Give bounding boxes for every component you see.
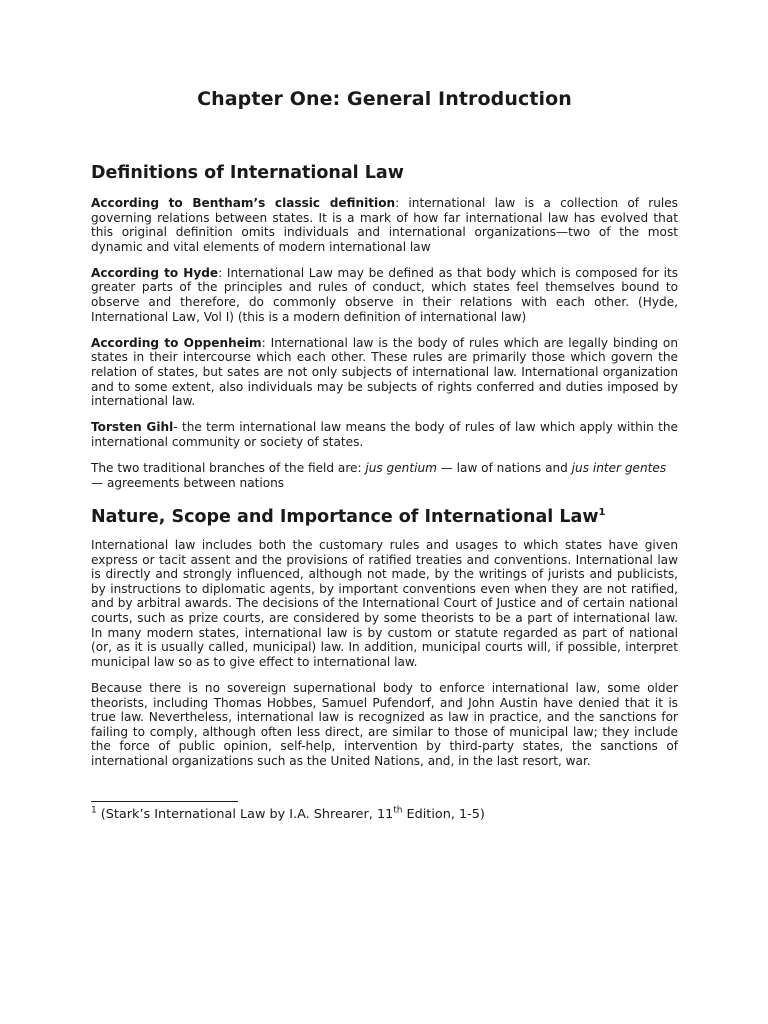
bentham-label: According to Bentham’s classic definition [91, 196, 396, 210]
branches-middle: — law of nations and [436, 460, 572, 475]
section-heading-definitions: Definitions of International Law [91, 163, 404, 183]
section-heading-nature-scope [91, 507, 678, 527]
footnote-text-after: Edition, 1-5) [402, 806, 485, 822]
gihl-text: - the term international law means the body of rules of law which apply within the international community or society of states. [91, 420, 678, 449]
paragraph-nature-1: International law includes both the customary rules and usages to which states have given express or tacit assent and the provisions of ratified treaties and conventions. International law is directly and strongly influenced, although not made, by the writings of jurists and publicists, by instructions to diplomatic agents, by important conventions even when they are not ratified, and by arbitral awards. The decisions of the International Court of Justice and of certain national courts, such as prize courts, are considered by some theorists to be a part of international law. In many modern states, international law is by custom or statute regarded as part of national (or, as it is usually called, municipal) law. In addition, municipal courts will, if possible, interpret municipal law so as to give effect to international law. [91, 538, 678, 669]
footnote-superscript: th [393, 805, 403, 816]
bentham-text: : international law is a collection of rules governing relations between states. It is a mark of how far international law has evolved that this original definition omits individuals and international organizations—two of the most dynamic and vital elements of modern international law [91, 196, 678, 254]
paragraph-gihl [91, 420, 678, 449]
paragraph-branches [91, 461, 678, 490]
footnote-separator [91, 801, 238, 802]
branches-term-jus-gentium: jus gentium [365, 460, 437, 475]
branches-prefix: The two traditional branches of the field are: [91, 460, 366, 475]
footnote-reference[interactable]: 1 [598, 507, 606, 519]
branches-term-jus-inter-gentes: jus inter gentes [571, 460, 667, 475]
oppenheim-text: : International law is the body of rules which are legally binding on states in their intercourse which each other. These rules are primarily those which govern the relation of states, but sates are not only subjects of international law. International organization and to some extent, also individuals may be subjects of rights conferred and duties imposed by international law. [91, 335, 678, 409]
section-heading-nature-scope-text: Nature, Scope and Importance of International Law [91, 507, 599, 528]
branches-suffix: — agreements between nations [91, 475, 285, 490]
hyde-text: : International Law may be defined as that body which is composed for its greater parts of the principles and rules of conduct, which states feel themselves bound to observe and therefore, do commonly observe in their relations with each other. (Hyde, International Law, Vol I) (this is a modern definition of international law) [91, 265, 678, 324]
chapter-title: Chapter One: General Introduction [197, 88, 572, 110]
paragraph-hyde [91, 266, 678, 324]
oppenheim-label: According to Oppenheim [91, 335, 262, 350]
paragraph-bentham [91, 196, 678, 254]
paragraph-oppenheim [91, 336, 678, 409]
footnote-text-before: (Stark’s International Law by I.A. Shrearer, 11 [96, 806, 394, 822]
hyde-label: According to Hyde [91, 265, 219, 280]
footnote-marker: 1 [91, 805, 97, 816]
paragraph-nature-2: Because there is no sovereign supernational body to enforce international law, some older theorists, including Thomas Hobbes, Samuel Pufendorf, and John Austin have denied that it is true law. Nevertheless, international law is recognized as law in practice, and the sanctions for failing to comply, although often less direct, are similar to those of municipal law; they include the force of public opinion, self-help, intervention by third-party states, the sanctions of international organizations such as the United Nations, and, in the last resort, war. [91, 680, 678, 768]
footnote [91, 805, 678, 823]
gihl-label: Torsten Gihl [91, 420, 174, 435]
